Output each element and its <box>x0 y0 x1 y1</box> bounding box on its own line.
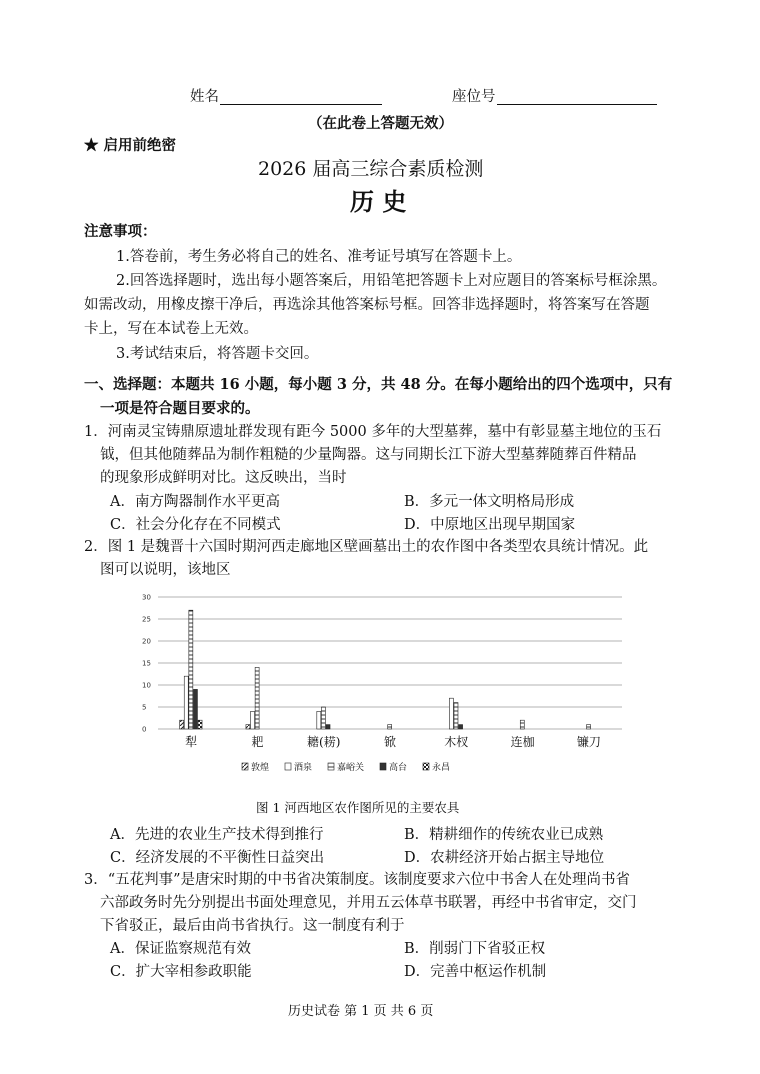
y-tick-label: 30 <box>142 593 151 602</box>
bar-嘉峪关 <box>454 703 458 729</box>
y-tick-label: 5 <box>142 703 147 712</box>
seat-blank <box>497 88 657 105</box>
chart-caption: 图 1 河西地区农作图所见的主要农具 <box>256 800 460 815</box>
q1-option-b: B．多元一体文明格局形成 <box>404 494 575 510</box>
farm-tools-chart <box>120 590 640 790</box>
y-tick-label: 25 <box>142 615 151 624</box>
bar-酒泉 <box>317 711 321 729</box>
bar-嘉峪关 <box>255 667 259 729</box>
notice-item: 卡上，写在本试卷上无效。 <box>84 321 258 337</box>
q2-option-b: B．精耕细作的传统农业已成熟 <box>404 827 604 843</box>
legend-swatch <box>328 763 334 770</box>
legend-label: 高台 <box>389 763 408 773</box>
secret-label: ★ 启用前绝密 <box>84 137 177 154</box>
legend-swatch <box>423 763 429 770</box>
section-heading: 一项是符合题目要求的。 <box>100 400 260 417</box>
notice-item: 1.答卷前，考生务必将自己的姓名、准考证号填写在答题卡上。 <box>116 249 522 265</box>
bar-高台 <box>459 725 463 729</box>
notice-item: 2.回答选择题时，选出每小题答案后，用铅笔把答题卡上对应题目的答案标号框涂黑。 <box>116 273 667 289</box>
invalid-note: （在此卷上答题无效） <box>308 115 453 132</box>
q1-option-a: A．南方陶器制作水平更高 <box>110 494 280 510</box>
q1-stem: 1．河南灵宝铸鼎原遗址群发现有距今 5000 多年的大型墓葬，墓中有彰显墓主地位的玉石 <box>84 424 662 440</box>
bar-高台 <box>326 725 330 729</box>
q3-option-b: B．削弱门下省驳正权 <box>404 941 546 957</box>
q3-stem: 六部政务时先分别提出书面处理意见，并用五云体草书联署，再经中书省审定，交门 <box>100 895 637 911</box>
bar-酒泉 <box>184 676 188 729</box>
category-label: 木杈 <box>444 735 469 749</box>
legend-swatch <box>242 763 248 770</box>
q3-stem: 3．“五花判事”是唐宋时期的中书省决策制度。该制度要求六位中书舍人在处理尚书省 <box>84 872 631 888</box>
q3-option-c: C．扩大宰相参政职能 <box>110 964 252 980</box>
q3-option-d: D．完善中枢运作机制 <box>404 964 547 980</box>
q1-stem: 钺，但其他随葬品为制作粗糙的少量陶器。这与同期长江下游大型墓葬随葬百件精品 <box>100 447 637 463</box>
q2-option-c: C．经济发展的不平衡性日益突出 <box>110 850 325 866</box>
bar-酒泉 <box>449 698 453 729</box>
seat-label: 座位号 <box>452 89 496 105</box>
legend-label: 敦煌 <box>251 763 270 773</box>
category-label: 连枷 <box>510 735 535 749</box>
notice-item: 如需改动，用橡皮擦干净后，再选涂其他答案标号框。回答非选择题时，将答案写在答题 <box>84 297 650 313</box>
category-label: 锨 <box>383 735 397 749</box>
bar-敦煌 <box>246 725 250 729</box>
y-tick-label: 0 <box>142 725 147 734</box>
q2-stem: 2．图 1 是魏晋十六国时期河西走廊地区壁画墓出土的农作图中各类型农具统计情况。此 <box>84 539 649 555</box>
q2-option-a: A．先进的农业生产技术得到推行 <box>110 827 324 843</box>
q1-stem: 的现象形成鲜明对比。这反映出，当时 <box>100 470 347 486</box>
notice-title: 注意事项： <box>84 223 157 240</box>
bar-敦煌 <box>180 720 184 729</box>
bar-高台 <box>193 689 197 729</box>
category-label: 犁 <box>185 735 198 749</box>
bar-嘉峪关 <box>189 610 193 729</box>
category-label: 镰刀 <box>576 735 601 749</box>
q2-stem: 图可以说明，该地区 <box>100 562 231 578</box>
legend-label: 嘉峪关 <box>337 763 365 773</box>
bar-嘉峪关 <box>388 725 392 729</box>
subject-title: 历 史 <box>350 187 407 216</box>
exam-title: 2026 届高三综合素质检测 <box>258 158 484 180</box>
legend-swatch <box>380 763 386 770</box>
section-heading: 一、选择题：本题共 16 小题，每小题 3 分，共 48 分。在每小题给出的四个选项中，只有 <box>84 376 673 393</box>
y-tick-label: 20 <box>142 637 151 646</box>
notice-item: 3.考试结束后，将答题卡交回。 <box>116 346 319 362</box>
legend-swatch <box>285 763 291 770</box>
bar-酒泉 <box>251 711 255 729</box>
q3-stem: 下省驳正，最后由尚书省执行。这一制度有利于 <box>100 918 405 934</box>
q3-option-a: A．保证监察规范有效 <box>110 941 251 957</box>
y-tick-label: 10 <box>142 681 151 690</box>
q1-option-d: D．中原地区出现早期国家 <box>404 517 576 533</box>
q2-option-d: D．农耕经济开始占据主导地位 <box>404 850 605 866</box>
name-label: 姓名 <box>190 89 219 105</box>
category-label: 耱(耢) <box>307 735 341 749</box>
bar-嘉峪关 <box>587 725 591 729</box>
legend-label: 永昌 <box>432 763 451 773</box>
category-label: 耙 <box>251 735 264 749</box>
bar-永昌 <box>198 720 202 729</box>
name-blank <box>220 88 382 105</box>
bar-嘉峪关 <box>321 707 325 729</box>
q1-option-c: C．社会分化存在不同模式 <box>110 517 281 533</box>
page-footer: 历史试卷 第 1 页 共 6 页 <box>288 1004 434 1019</box>
legend-label: 酒泉 <box>294 763 313 773</box>
y-tick-label: 15 <box>142 659 151 668</box>
bar-嘉峪关 <box>520 720 524 729</box>
chart-svg <box>120 590 640 790</box>
